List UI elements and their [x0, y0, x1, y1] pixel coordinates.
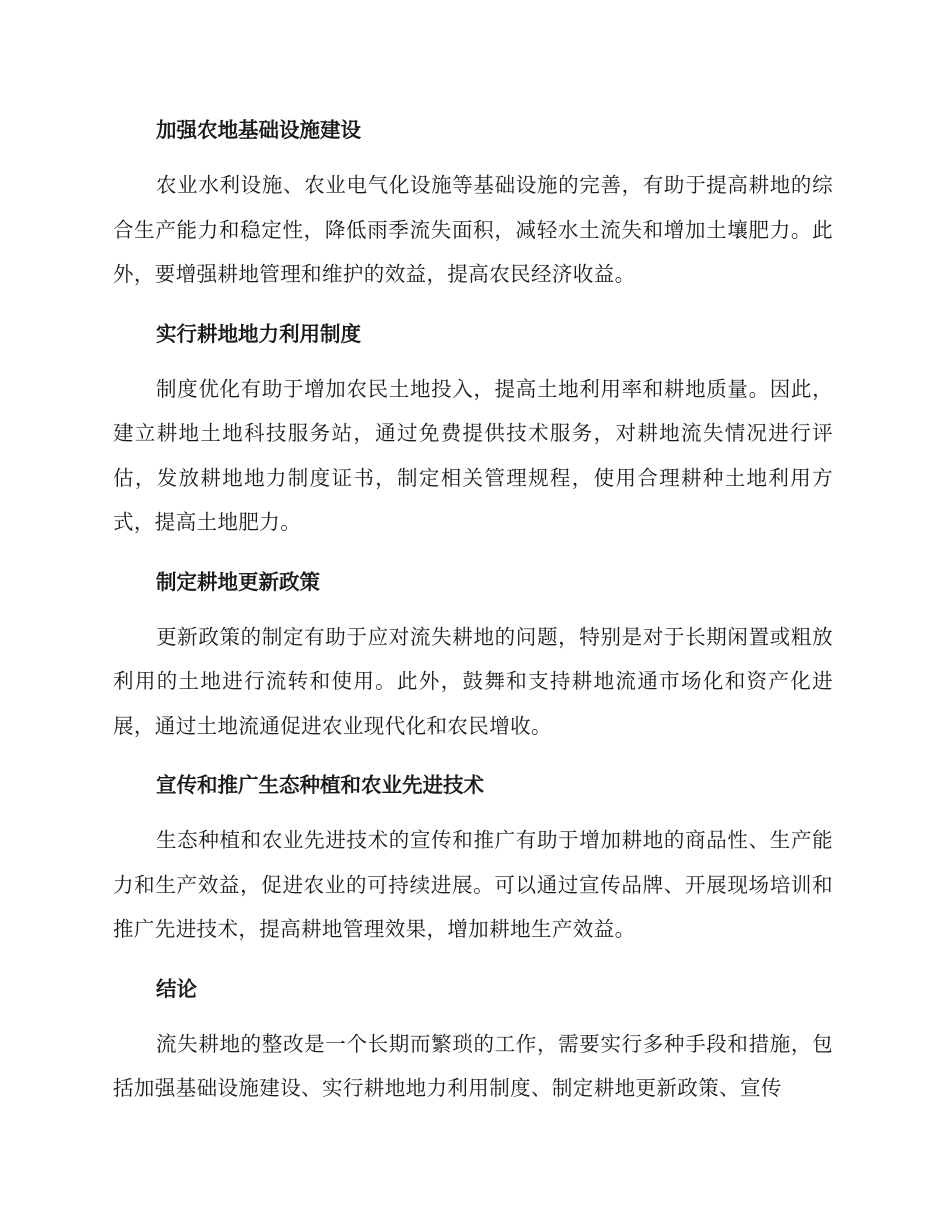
- section-heading-renewal-policy: 制定耕地更新政策: [156, 569, 320, 594]
- section-heading-infrastructure: 加强农地基础设施建设: [156, 118, 361, 142]
- section-body-conclusion: 流失耕地的整改是一个长期而繁琐的工作，需要实行多种手段和措施，包括加强基础设施建设、实行耕地地力利用制度、制定耕地更新政策、宣传: [113, 1031, 833, 1100]
- section-heading-eco-technology: 宣传和推广生态种植和农业先进技术: [156, 773, 484, 797]
- section-body-renewal-policy: 更新政策的制定有助于应对流失耕地的问题，特别是对于长期闲置或粗放利用的土地进行流转和使用。此外，鼓舞和支持耕地流通市场化和资产化进展，通过土地流通促进农业现代化和农民增收。: [113, 624, 833, 738]
- section-body-land-system: 制度优化有助于增加农民土地投入，提高土地利用率和耕地质量。因此，建立耕地土地科技服务站，通过免费提供技术服务，对耕地流失情况进行评估，发放耕地地力制度证书，制定相关管理规程，使用合理耕种土地利用方式，提高土地肥力。: [113, 376, 833, 534]
- section-body-eco-technology: 生态种植和农业先进技术的宣传和推广有助于增加耕地的商品性、生产能力和生产效益，促进农业的可持续进展。可以通过宣传品牌、开展现场培训和推广先进技术，提高耕地管理效果，增加耕地生产效益。: [113, 828, 833, 941]
- section-heading-conclusion: 结论: [156, 976, 197, 1001]
- section-body-infrastructure: 农业水利设施、农业电气化设施等基础设施的完善，有助于提高耕地的综合生产能力和稳定性，降低雨季流失面积，减轻水土流失和增加土壤肥力。此外，要增强耕地管理和维护的效益，提高农民经济收益。: [113, 173, 833, 286]
- document-page: [113, 112, 833, 1111]
- section-heading-land-system: 实行耕地地力利用制度: [156, 321, 361, 346]
